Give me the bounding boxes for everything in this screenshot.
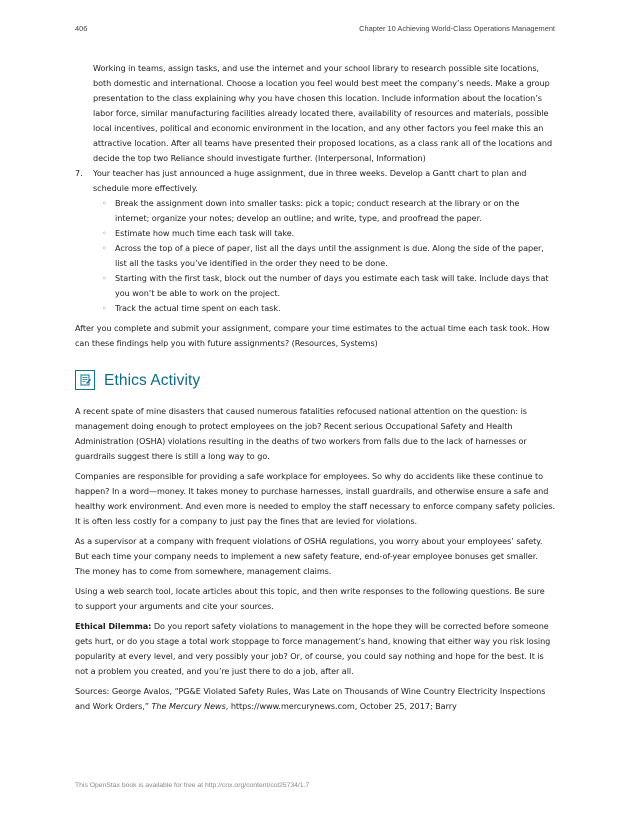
ethics-paragraph: A recent spate of mine disasters that caused numerous fatalities refocused national attention on the question: is management doing enough to protect employees on the job? Recent serious Occupational Safety and Health Administration (OSHA) violations resulting in the deaths of two workers from falls due to the lack of harnesses or guardrails suggest there is still a long way to go. (75, 406, 527, 461)
chapter-title: Chapter 10 Achieving World-Class Operations Management (359, 24, 555, 33)
list-item-7 (75, 166, 555, 196)
sources-prefix: Sources: George Avalos, “PG&E Violated Safety Rules, Was Late on Thousands of Wine Country Electricity Inspections and Work Orders,” (75, 686, 546, 711)
sources-paragraph (75, 684, 555, 714)
dilemma-label: Ethical Dilemma: (75, 621, 152, 631)
ethics-title: Ethics Activity (104, 371, 201, 389)
page-number: 406 (75, 24, 88, 33)
bullet-item: ◦ Break the assignment down into smaller tasks: pick a topic; conduct research at the library or on the internet; organize your notes; develop an outline; and write, type, and proofread the paper. (115, 196, 555, 226)
list-number: 7. (75, 168, 83, 178)
ethics-icon (75, 370, 95, 390)
page-content (75, 61, 555, 714)
dilemma-text: Do you report safety violations to management in the hope they will be corrected before someone gets hurt, or do you stage a total work stoppage to force management’s hand, knowing that either way you risk losing popularity at every level, and very possibly your job? Or, of course, you could say nothing and hope for the best. It is not a problem you created, and you’re just there to do a job, after all. (75, 621, 551, 676)
bullet-item: ◦ Estimate how much time each task will take. (115, 226, 555, 241)
bullet-item: ◦ Starting with the first task, block out the number of days you estimate each task will take. Include days that you won’t be able to work on the project. (115, 271, 555, 301)
bullet-list (75, 196, 555, 316)
ethical-dilemma-paragraph (75, 619, 555, 679)
ethics-paragraph: Companies are responsible for providing a safe workplace for employees. So why do accidents like these continue to happen? In a word—money. It takes money to purchase harnesses, install guardrails, and otherwise ensure a safe and healthy work environment. And even more is needed to employ the staff necessary to enforce company safety policies. It is often less costly for a company to just pay the fines that are levied for violations. (75, 471, 556, 526)
page-header (75, 24, 555, 36)
bullet-item: ◦ Across the top of a piece of paper, list all the days until the assignment is due. Along the side of the paper, list all the tasks you’ve identified in the order they need to be done. (115, 241, 555, 271)
ethics-paragraph: Using a web search tool, locate articles about this topic, and then write responses to the following questions. Be sure to support your arguments and cite your sources. (75, 586, 545, 611)
page-footer: This OpenStax book is available for free at http://cnx.org/content/col25734/1.7 (75, 782, 310, 789)
after-paragraph: After you complete and submit your assignment, compare your time estimates to the actual time each task took. How can these findings help you with future assignments? (Resources, Systems) (75, 323, 550, 348)
intro-paragraph: Working in teams, assign tasks, and use the internet and your school library to research possible site locations, both domestic and international. Choose a location you feel would best meet the company’s needs. Make a group presentation to the class explaining why you have chosen this location. Include information about the location’s labor force, similar manufacturing facilities already located there, availability of resources and materials, possible local incentives, political and economic environment in the location, and any other factors you feel make this an attractive location. After all teams have presented their proposed locations, as a class rank all of the locations and decide the top two Reliance should investigate further. (Interpersonal, Information) (93, 63, 553, 163)
sources-publication: The Mercury News (151, 701, 226, 711)
bullet-item: ◦ Track the actual time spent on each task. (115, 301, 555, 316)
ethics-heading (75, 370, 555, 390)
ethics-paragraph: As a supervisor at a company with frequent violations of OSHA regulations, you worry about your employees’ safety. But each time your company needs to implement a new safety feature, end-of-year employee bonuses get smaller. The money has to come from somewhere, management claims. (75, 536, 543, 576)
list-item-text: Your teacher has just announced a huge assignment, due in three weeks. Develop a Gantt chart to plan and schedule more effectively. (93, 168, 527, 193)
sources-suffix: , https://www.mercurynews.com, October 25, 2017; Barry (225, 701, 457, 711)
